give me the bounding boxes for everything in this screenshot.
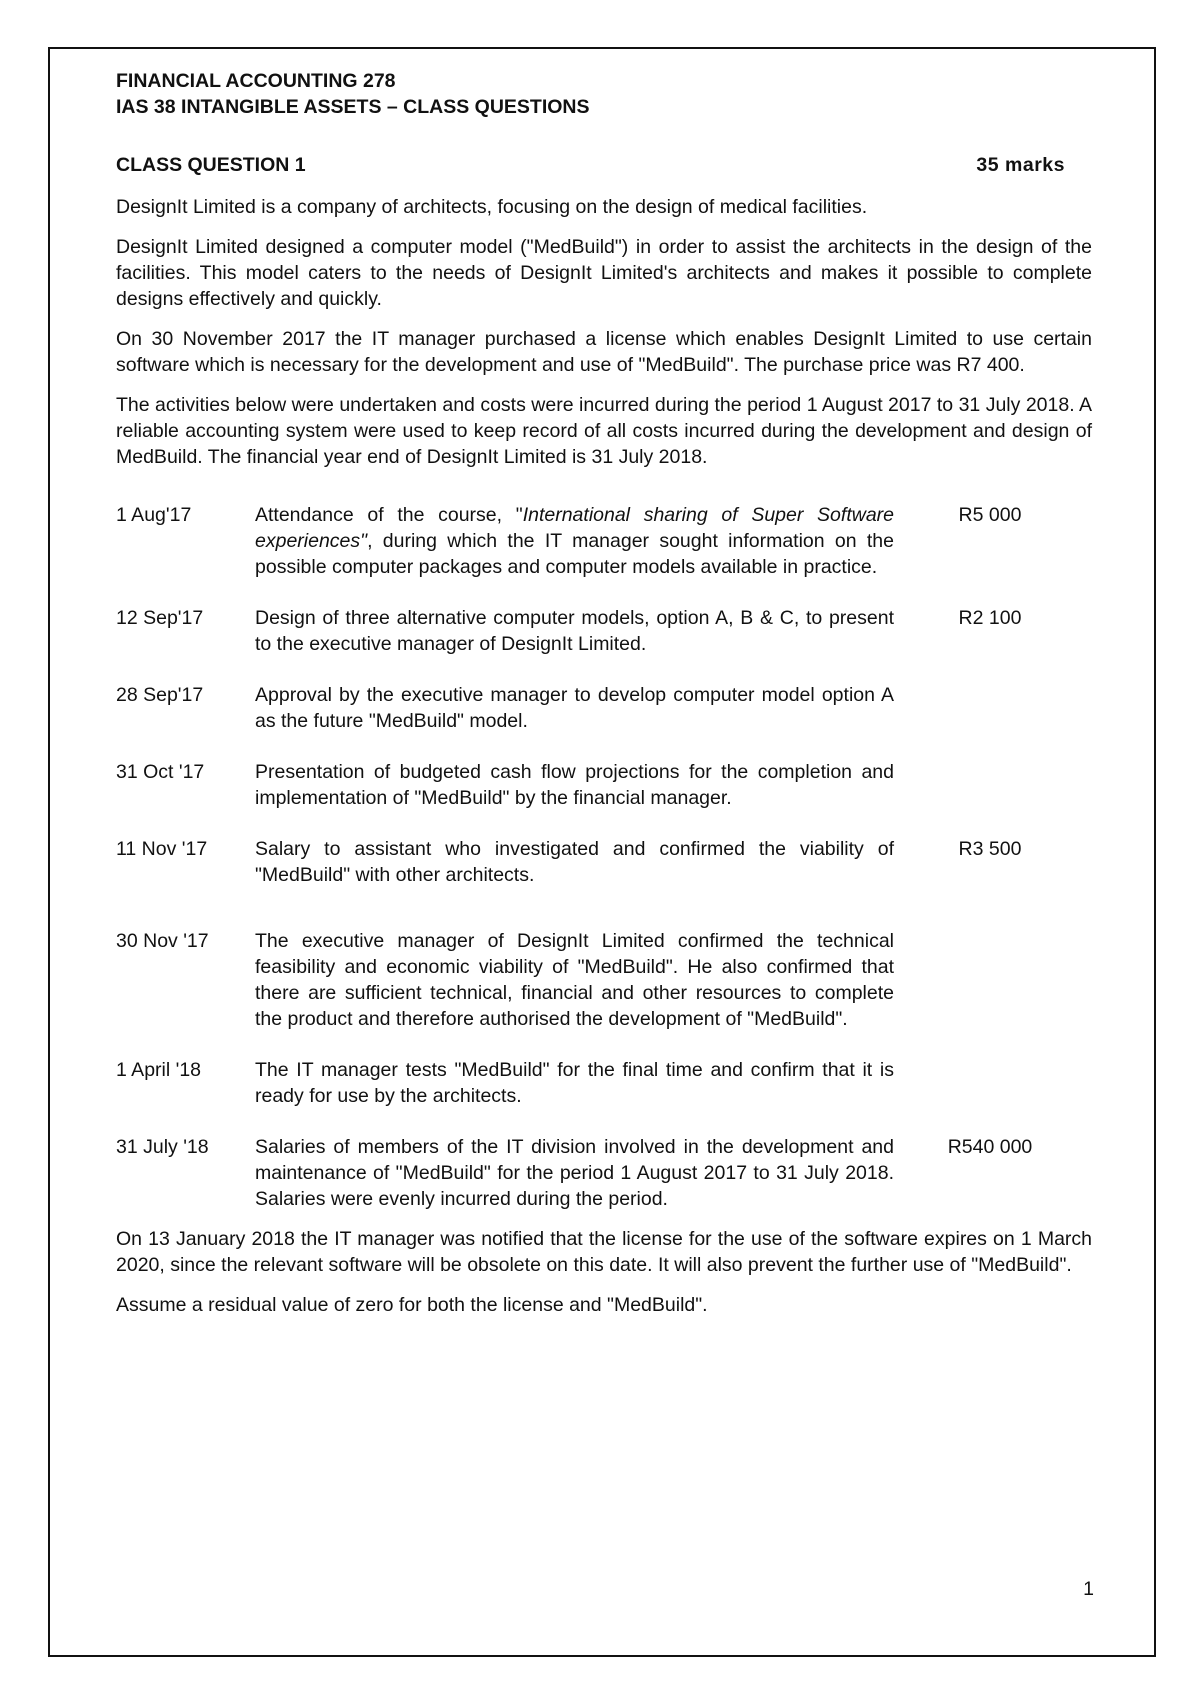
intro-paragraph: DesignIt Limited is a company of architects, focusing on the design of medical facilities. [116,196,868,218]
activity-row [116,1134,1092,1212]
question-marks: 35 marks [976,154,1065,176]
page-number: 1 [1083,1578,1094,1600]
activity-description-text: , during which the IT manager sought information on the possible computer packages and computer models available in practice. [255,530,894,578]
activity-date: 30 Nov '17 [116,930,209,952]
intro-paragraph: The activities below were undertaken and costs were incurred during the period 1 August 2017 to 31 July 2018. A reliable accounting system were used to keep record of all costs incurred during the development and design of MedBuild. The financial year end of DesignIt Limited is 31 July 2018. [116,394,1092,468]
activity-row [116,605,1092,657]
activity-description: Presentation of budgeted cash flow projections for the completion and implementation of "MedBuild" by the financial manager. [255,761,894,809]
question-title: CLASS QUESTION 1 [116,154,306,176]
activity-description: Salary to assistant who investigated and confirmed the viability of "MedBuild" with other architects. [255,838,894,886]
intro-paragraph: DesignIt Limited designed a computer model ("MedBuild") in order to assist the architects in the design of the facilities. This model caters to the needs of DesignIt Limited's architects and makes it possible to complete designs effectively and quickly. [116,236,1092,310]
intro-paragraph: On 30 November 2017 the IT manager purchased a license which enables DesignIt Limited to use certain software which is necessary for the development and use of "MedBuild". The purchase price was R7 400. [116,328,1092,376]
activity-date: 31 July '18 [116,1136,209,1158]
document-subtitle: IAS 38 INTANGIBLE ASSETS – CLASS QUESTIONS [116,96,590,118]
activity-row [116,502,1092,580]
activity-date: 1 Aug'17 [116,504,192,526]
activity-row [116,682,1092,734]
question-heading [116,152,1065,178]
activity-amount: R3 500 [958,838,1022,860]
activity-description: The IT manager tests "MedBuild" for the final time and confirm that it is ready for use by the architects. [255,1059,894,1107]
activity-date: 11 Nov '17 [116,838,208,860]
activity-amount: R2 100 [958,607,1022,629]
activity-description: The executive manager of DesignIt Limited confirmed the technical feasibility and economic viability of "MedBuild". He also confirmed that there are sufficient technical, financial and other resources to complete the product and therefore authorised the development of "MedBuild". [255,930,894,1030]
activity-description [255,502,894,580]
course-title: FINANCIAL ACCOUNTING 278 [116,70,396,92]
activity-date: 1 April '18 [116,1059,202,1081]
activity-row [116,928,1092,1032]
activity-description-text: Attendance of the course, " [255,504,523,526]
closing-paragraph: On 13 January 2018 the IT manager was notified that the license for the use of the software expires on 1 March 2020, since the relevant software will be obsolete on this date. It will also prevent the further use of "MedBuild". [116,1228,1092,1276]
activity-description: Approval by the executive manager to develop computer model option A as the future "MedBuild" model. [255,684,894,732]
course-name: International sharing of Super Software experiences" [255,504,894,552]
activity-date: 31 Oct '17 [116,761,205,783]
activity-amount: R540 000 [947,1136,1033,1158]
activity-date: 12 Sep'17 [116,607,204,629]
activity-row [116,1057,1092,1109]
activity-description: Salaries of members of the IT division involved in the development and maintenance of "MedBuild" for the period 1 August 2017 to 31 July 2018. Salaries were evenly incurred during the period. [255,1136,894,1210]
activity-date: 28 Sep'17 [116,684,204,706]
activity-amount: R5 000 [958,504,1022,526]
document-body [116,68,1092,1318]
activity-row [116,836,1092,888]
activity-row [116,759,1092,811]
closing-paragraph: Assume a residual value of zero for both the license and "MedBuild". [116,1294,708,1316]
activity-description: Design of three alternative computer models, option A, B & C, to present to the executive manager of DesignIt Limited. [255,607,894,655]
